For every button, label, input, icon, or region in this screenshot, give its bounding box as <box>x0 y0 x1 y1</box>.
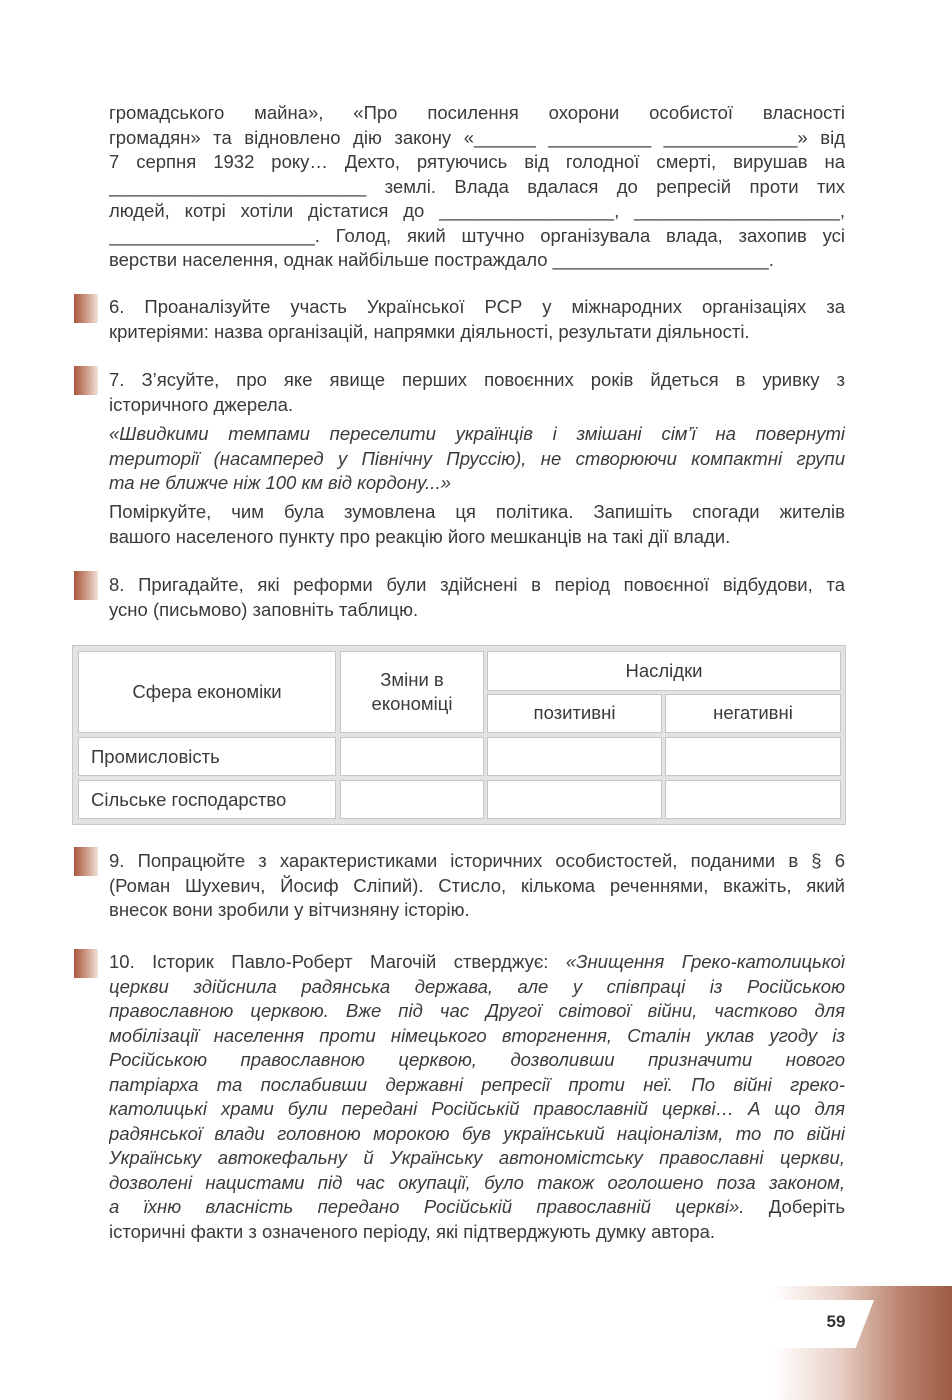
task-10-intro: 10. Історик Павло-Роберт Магочій стверджує: <box>109 951 566 972</box>
task-marker-7 <box>74 366 98 395</box>
text-line: усно (письмово) заповніть таблицю. <box>109 598 419 620</box>
text-line <box>109 1195 845 1220</box>
table-cell <box>340 737 484 776</box>
text-line: верстви населення, однак найбільше постраждало _____________________. <box>109 249 774 270</box>
text-line: _________________________ землі. Влада вдалася до репресій проти тих <box>109 175 845 197</box>
text-line: 8. Пригадайте, які реформи були здійснені в період повоєнної відбудови, та <box>109 574 845 595</box>
text-line: критеріями: назва організацій, напрямки діяльності, результати діяльності. <box>109 320 750 342</box>
intro-paragraph <box>109 101 845 273</box>
text-line: 6. Проаналізуйте участь Української РСР у міжнародних організаціях за <box>109 296 845 317</box>
task-10-instruction: Доберіть <box>744 1196 845 1217</box>
task-6 <box>109 295 845 344</box>
quote-start: «Знищення Греко-католицької <box>565 951 845 972</box>
text-line <box>109 950 845 975</box>
task-10 <box>109 950 845 1244</box>
text-line: та не ближче ніж 100 км від кордону...» <box>109 472 451 493</box>
text-line: (Роман Шухевич, Йосиф Сліпий). Стисло, кількома реченнями, вкажіть, який <box>109 874 845 896</box>
text-line: радянської влади головною морокою був український націоналізм, то по війні <box>109 1122 845 1144</box>
text-line: ____________________. Голод, який штучно організувала влада, захопив усі <box>109 224 845 246</box>
text-line: історичні факти з означеного періоду, які підтверджують думку автора. <box>109 1220 716 1242</box>
task-marker-9 <box>74 847 98 876</box>
text-line: Українську автокефальну й Українську автономістську православні церкви, <box>109 1147 845 1168</box>
text-line: громадського майна», «Про посилення охорони особистої власності <box>109 102 845 123</box>
text-line: Поміркуйте, чим була зумовлена ця політика. Запишіть спогади жителів <box>109 501 845 522</box>
task-7-quote <box>109 422 845 496</box>
task-7-question <box>109 368 845 417</box>
text-line: Російською православною церквою, дозволивши призначити нового <box>109 1049 845 1070</box>
text-line: внесок вони зробили у вітчизняну історію. <box>109 899 470 920</box>
table-cell <box>665 737 841 776</box>
text-line: дозволені нацистами під час окупації, було також оголошено поза законом, <box>109 1171 845 1193</box>
header-consequences: Наслідки <box>487 651 841 691</box>
quote-end: а їхню власність передано Російській православній церкві». <box>109 1196 745 1217</box>
text-line: католицькі храми були передані Російській православній церкві… А що для <box>109 1098 845 1119</box>
text-line: церкви здійснила радянська держава, але у співпраці із Російською <box>109 975 845 997</box>
task-8 <box>109 573 845 622</box>
task-marker-8 <box>74 571 98 600</box>
reforms-table <box>72 645 846 825</box>
text-line: 9. Попрацюйте з характеристиками історичних особистостей, поданими в § 6 <box>109 850 845 871</box>
text-line: громадян» та відновлено дію закону «______ __________ _____________» від <box>109 126 845 148</box>
task-marker-10 <box>74 949 98 978</box>
task-marker-6 <box>74 294 98 323</box>
text-line: православною церквою. Вже під час Другої світової війни, частково для <box>109 1000 845 1021</box>
text-line: «Швидкими темпами переселити українців і змішані сім’ї на повернуті <box>109 423 845 444</box>
task-9 <box>109 849 845 923</box>
table-cell <box>487 780 662 819</box>
text-line: патріарха та послабивши державні репресії проти неї. По війні греко- <box>109 1073 845 1095</box>
text-line: людей, котрі хотіли дістатися до _________________, ____________________, <box>109 200 845 221</box>
table-cell <box>487 737 662 776</box>
text-line: мобілізації населення проти німецького вторгнення, Сталін уклав угоду із <box>109 1024 845 1046</box>
text-line: 7 серпня 1932 року… Дехто, рятуючись від голодної смерті, вирушав на <box>109 151 845 172</box>
header-negative: негативні <box>665 694 841 733</box>
row-label-agriculture: Сільське господарство <box>78 780 336 819</box>
table-cell <box>340 780 484 819</box>
text-line: вашого населеного пункту про реакцію його мешканців на такі дії влади. <box>109 525 731 547</box>
table-cell <box>665 780 841 819</box>
header-positive: позитивні <box>487 694 662 733</box>
row-label-industry: Промисловість <box>78 737 336 776</box>
header-changes: Зміни в економіці <box>340 651 484 733</box>
text-line: території (насамперед у Північну Пруссію), не створюючи компактні групи <box>109 447 845 469</box>
header-sphere: Сфера економіки <box>78 651 336 733</box>
text-line: історичного джерела. <box>109 393 294 415</box>
text-line: 7. З’ясуйте, про яке явище перших повоєнних років йдеться в уривку з <box>109 369 845 390</box>
page-number: 59 <box>826 1312 846 1331</box>
task-7-followup <box>109 500 845 549</box>
